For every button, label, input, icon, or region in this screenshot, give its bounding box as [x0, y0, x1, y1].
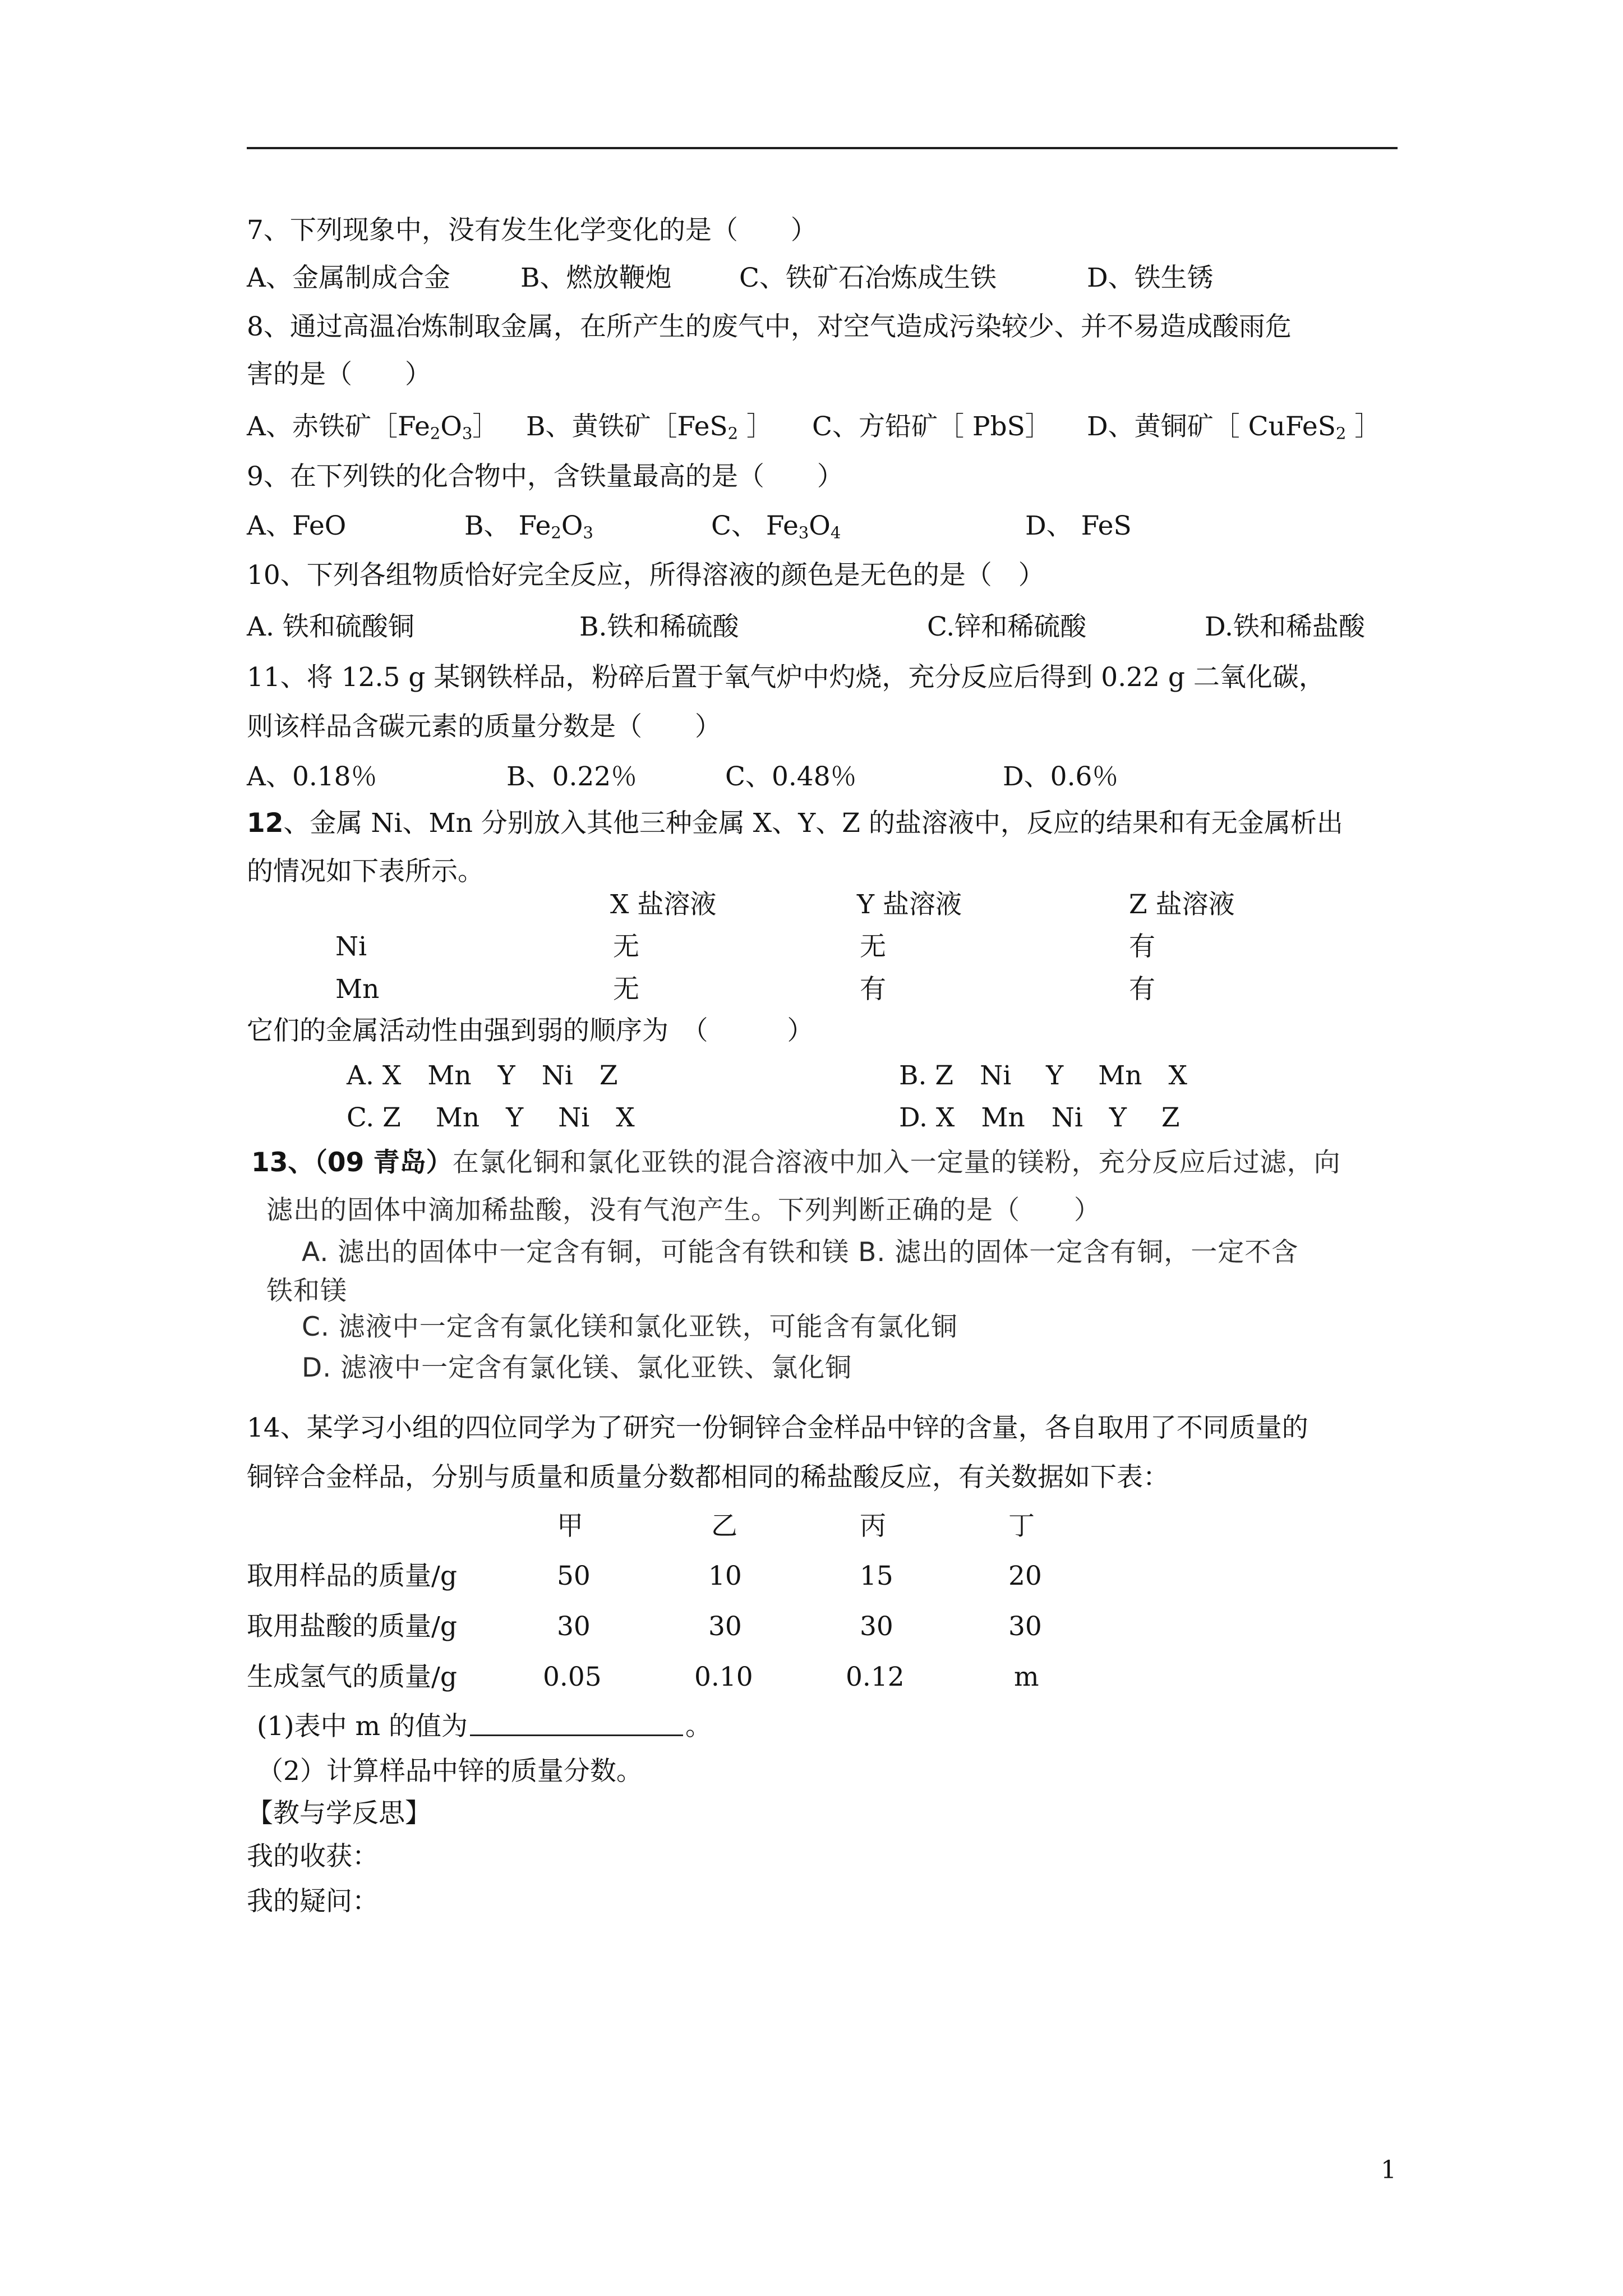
q14-sub2: （2）计算样品中锌的质量分数。: [257, 1756, 643, 1787]
q7-stem: 7、下列现象中，没有发生化学变化的是（ ）: [247, 215, 817, 246]
q12-cell: 无: [613, 931, 639, 962]
q7-option-b: B、燃放鞭炮: [520, 263, 672, 293]
q12-option-b: B. Z Ni Y Mn X: [899, 1060, 1187, 1091]
q14-row-label: 取用样品的质量/g: [247, 1561, 457, 1591]
q13-stem-line2: 滤出的固体中滴加稀盐酸，没有气泡产生。下列判断正确的是（ ）: [266, 1195, 1101, 1226]
q11-stem-line2: 则该样品含碳元素的质量分数是（ ）: [247, 711, 721, 742]
q12-cell: 无: [860, 931, 886, 962]
q9-option-d: D、 FeS: [1025, 510, 1132, 541]
q12-cell: 有: [1129, 931, 1155, 962]
q7-option-a: A、金属制成合金: [247, 263, 450, 293]
q12-row-label: Ni: [335, 931, 367, 962]
q13-option-d: D. 滤液中一定含有氯化镁、氯化亚铁、氯化铜: [302, 1352, 852, 1383]
q12-option-a: A. X Mn Y Ni Z: [347, 1060, 618, 1091]
q14-col-header: 乙: [711, 1511, 737, 1542]
q12-question: 它们的金属活动性由强到弱的顺序为 （ ）: [247, 1015, 814, 1046]
q13-stem-line1: 13、（09 青岛）在氯化铜和氯化亚铁的混合溶液中加入一定量的镁粉，充分反应后过滤，向: [251, 1147, 1341, 1178]
q14-sub1: (1)表中 m 的值为 。: [257, 1711, 712, 1742]
q7-option-c: C、铁矿石冶炼成生铁: [739, 263, 997, 293]
q14-stem-line1: 14、某学习小组的四位同学为了研究一份铜锌合金样品中锌的含量，各自取用了不同质量的: [247, 1412, 1308, 1443]
q11-option-b: B、0.22％: [506, 761, 638, 792]
q10-option-c: C.锌和稀硫酸: [927, 611, 1087, 642]
page-number: 1: [1381, 2156, 1396, 2184]
q14-cell: 30: [708, 1611, 742, 1642]
q9-option-c: C、 $Fe_3O_4$: [711, 510, 841, 542]
q8-option-a: A、赤铁矿$[Fe_2O_3]$: [247, 411, 499, 443]
q9-option-b: B、 $Fe_2O_3$: [464, 510, 593, 542]
q10-stem: 10、下列各组物质恰好完全反应，所得溶液的颜色是无色的是（ ）: [247, 560, 1045, 591]
q12-cell: 有: [1129, 974, 1155, 1005]
answer-blank: [470, 1712, 683, 1736]
q10-option-a: A. 铁和硫酸铜: [247, 611, 414, 642]
q12-col-header: Y 盐溶液: [857, 889, 962, 920]
q12-option-c: C. Z Mn Y Ni X: [347, 1102, 635, 1133]
q14-cell: 30: [1008, 1611, 1042, 1642]
q14-stem-line2: 铜锌合金样品，分别与质量和质量分数都相同的稀盐酸反应，有关数据如下表：: [247, 1462, 1169, 1493]
q12-stem-line1: 12、金属 Ni、Mn 分别放入其他三种金属 X、Y、Z 的盐溶液中，反应的结果和有无金属析出: [247, 808, 1343, 839]
reflection-question: 我的疑问：: [247, 1886, 379, 1917]
q9-option-a: A、FeO: [247, 510, 347, 541]
q7-option-d: D、铁生锈: [1087, 263, 1214, 293]
q13-option-c: C. 滤液中一定含有氯化镁和氯化亚铁，可能含有氯化铜: [302, 1312, 958, 1342]
q12-cell: 有: [860, 974, 886, 1005]
q8-stem-line2: 害的是（ ）: [247, 359, 431, 390]
q14-cell: 30: [860, 1611, 893, 1642]
q12-cell: 无: [613, 974, 639, 1005]
q10-option-d: D.铁和稀盐酸: [1205, 611, 1365, 642]
q9-stem: 9、在下列铁的化合物中，含铁量最高的是（ ）: [247, 461, 843, 492]
q11-stem-line1: 11、将 12.5 g 某钢铁样品，粉碎后置于氧气炉中灼烧，充分反应后得到 0.22 g 二氧化碳，: [247, 662, 1325, 693]
q12-col-header: Z 盐溶液: [1129, 889, 1235, 920]
q13-option-a-b: A. 滤出的固体中一定含有铜，可能含有铁和镁 B. 滤出的固体一定含有铜，一定不含: [302, 1237, 1299, 1268]
q12-row-label: Mn: [335, 974, 380, 1005]
q12-stem-line2: 的情况如下表所示。: [247, 856, 484, 887]
header-rule: [247, 147, 1398, 149]
q12-col-header: X 盐溶液: [610, 889, 717, 920]
q12-option-d: D. X Mn Ni Y Z: [899, 1102, 1180, 1133]
q14-row-label: 取用盐酸的质量/g: [247, 1611, 457, 1642]
q14-cell: 0.12: [846, 1662, 905, 1692]
q13-option-b-continued: 铁和镁: [266, 1276, 347, 1306]
q14-col-header: 丙: [860, 1511, 886, 1542]
q11-option-c: C、0.48％: [725, 761, 857, 792]
q14-cell: 30: [557, 1611, 591, 1642]
q14-cell: 50: [557, 1561, 591, 1591]
q11-option-d: D、0.6％: [1003, 761, 1119, 792]
q14-col-header: 甲: [557, 1511, 583, 1542]
q8-option-b: B、黄铁矿［FeS$_2$ ］: [526, 411, 773, 443]
q14-cell: 0.10: [694, 1662, 753, 1692]
q8-option-d: D、黄铜矿［ CuFeS$_2$ ］: [1087, 411, 1381, 443]
q14-col-header: 丁: [1008, 1511, 1035, 1542]
q8-option-c: C、方铅矿［ PbS］: [812, 411, 1052, 442]
q8-stem-line1: 8、通过高温冶炼制取金属，在所产生的废气中，对空气造成污染较少、并不易造成酸雨危: [247, 311, 1292, 342]
reflection-gain: 我的收获：: [247, 1841, 379, 1872]
q14-cell: 0.05: [543, 1662, 602, 1692]
q10-option-b: B.铁和稀硫酸: [579, 611, 739, 642]
q14-cell: 20: [1008, 1561, 1042, 1591]
reflection-title: 【教与学反思】: [247, 1798, 431, 1829]
q11-option-a: A、0.18％: [247, 761, 377, 792]
q14-cell: m: [1014, 1662, 1039, 1692]
q14-row-label: 生成氢气的质量/g: [247, 1662, 457, 1692]
q14-cell: 10: [708, 1561, 742, 1591]
q14-cell: 15: [860, 1561, 893, 1591]
